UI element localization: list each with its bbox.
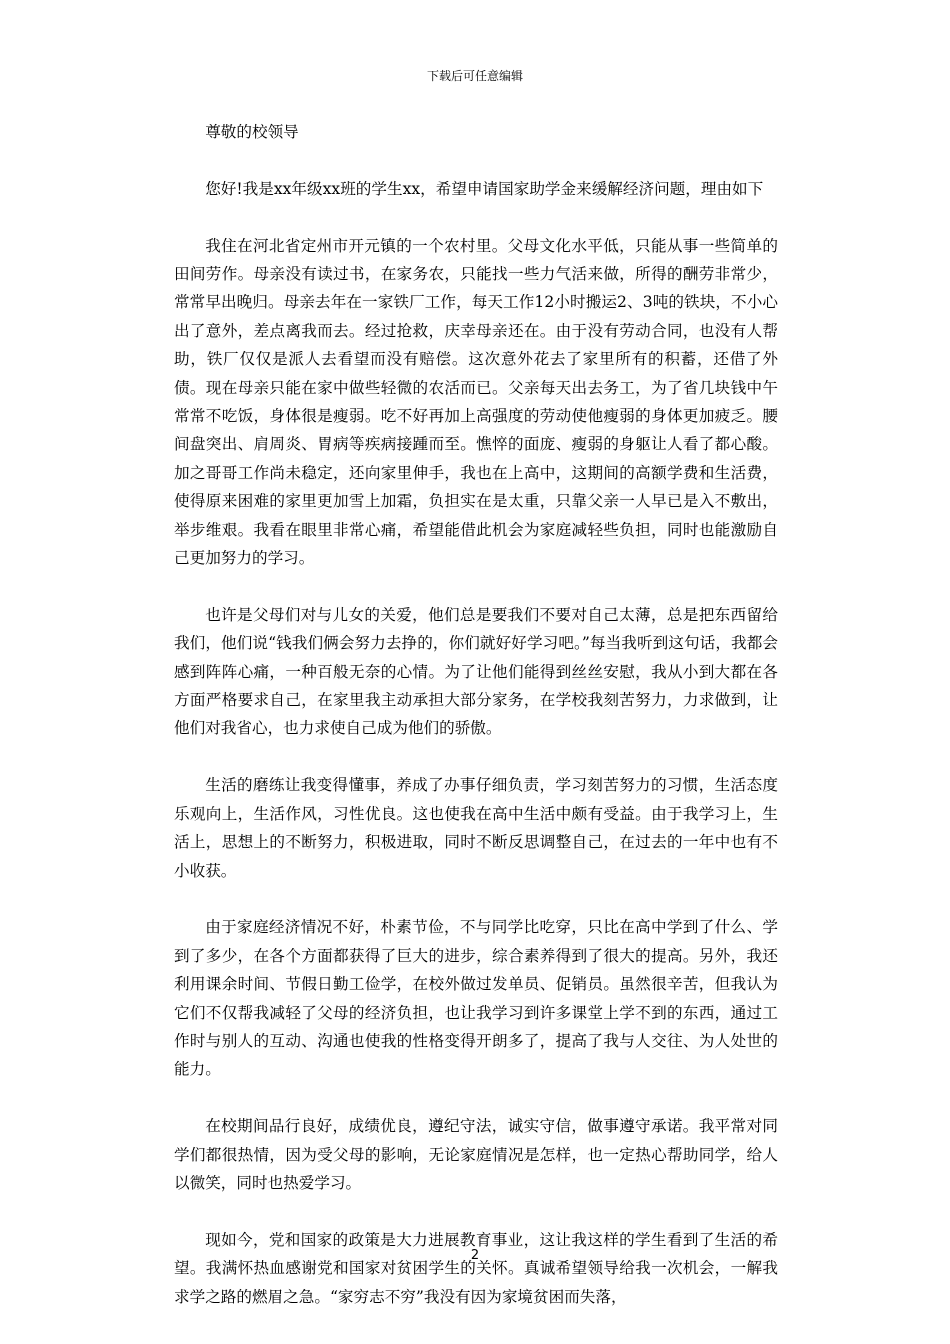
letter-body xyxy=(174,118,778,1339)
paragraph-parents-care: 也许是父母们对与儿女的关爱，他们总是要我们不要对自己太薄，总是把东西留给我们，他们说“钱我们俩会努力去挣的，你们就好好学习吧。”每当我听到这句话，我都会感到阵阵心痛，一种百般无奈的心情。为了让他们能得到丝丝安慰，我从小到大都在各方面严格要求自己，在家里我主动承担大部分家务，在学校我刻苦努力，力求做到，让他们对我省心，也力求使自己成为他们的骄傲。 xyxy=(174,605,778,738)
page-header: 下载后可任意编辑 xyxy=(426,69,523,83)
salutation: 尊敬的校领导 xyxy=(205,123,299,141)
paragraph-work-study: 由于家庭经济情况不好，朴素节俭，不与同学比吃穿，只比在高中学到了什么、学到了多少，在各个方面都获得了巨大的进步，综合素养得到了很大的提高。另外，我还利用课余时间、节假日勤工俭学，在校外做过发单员、促销员。虽然很辛苦，但我认为它们不仅帮我减轻了父母的经济负担，也让我学习到许多课堂上学不到的东西，通过工作时与别人的互动、沟通也使我的性格变得开朗多了，提高了我与人交往、为人处世的能力。 xyxy=(174,918,778,1079)
paragraph-personal-growth: 生活的磨练让我变得懂事，养成了办事仔细负责，学习刻苦努力的习惯，生活态度乐观向上，生活作风，习性优良。这也使我在高中生活中颇有受益。由于我学习上，生活上，思想上的不断努力，积极进取，同时不断反思调整自己，在过去的一年中也有不小收获。 xyxy=(174,776,778,880)
paragraph-gratitude: 现如今，党和国家的政策是大力进展教育事业，这让我这样的学生看到了生活的希望。我满怀热血感谢党和国家对贫困学生的关怀。真诚希望领导给我一次机会，一解我求学之路的燃眉之急。“家穷志不穷”我没有因为家境贫困而失落， xyxy=(174,1230,778,1306)
paragraph-conduct: 在校期间品行良好，成绩优良，遵纪守法，诚实守信，做事遵守承诺。我平常对同学们都很热情，因为受父母的影响，无论家庭情况是怎样，也一定热心帮助同学，给人以微笑，同时也热爱学习。 xyxy=(174,1117,778,1192)
paragraph-family-situation: 我住在河北省定州市开元镇的一个农村里。父母文化水平低，只能从事一些简单的田间劳作。母亲没有读过书，在家务农，只能找一些力气活来做，所得的酬劳非常少，常常早出晚归。母亲去年在一家铁厂工作，每天工作12小时搬运2、3吨的铁块，不小心出了意外，差点离我而去。经过抢救，庆幸母亲还在。由于没有劳动合同，也没有人帮助，铁厂仅仅是派人去看望而没有赔偿。这次意外花去了家里所有的积蓄，还借了外债。现在母亲只能在家中做些轻微的农活而已。父亲每天出去务工，为了省几块钱中午常常不吃饭，身体很是瘦弱。吃不好再加上高强度的劳动使他瘦弱的身体更加疲乏。腰间盘突出、肩周炎、胃病等疾病接踵而至。憔悴的面庞、瘦弱的身躯让人看了都心酸。加之哥哥工作尚未稳定，还向家里伸手，我也在上高中，这期间的高额学费和生活费，使得原来困难的家里更加雪上加霜，负担实在是太重，只靠父亲一人早已是入不敷出，举步维艰。我看在眼里非常心痛，希望能借此机会为家庭减轻些负担，同时也能激励自己更加努力的学习。 xyxy=(174,236,778,568)
page-number: 2 xyxy=(470,1248,480,1263)
paragraph-greeting: 您好!我是xx年级xx班的学生xx，希望申请国家助学金来缓解经济问题，理由如下 xyxy=(205,179,764,198)
